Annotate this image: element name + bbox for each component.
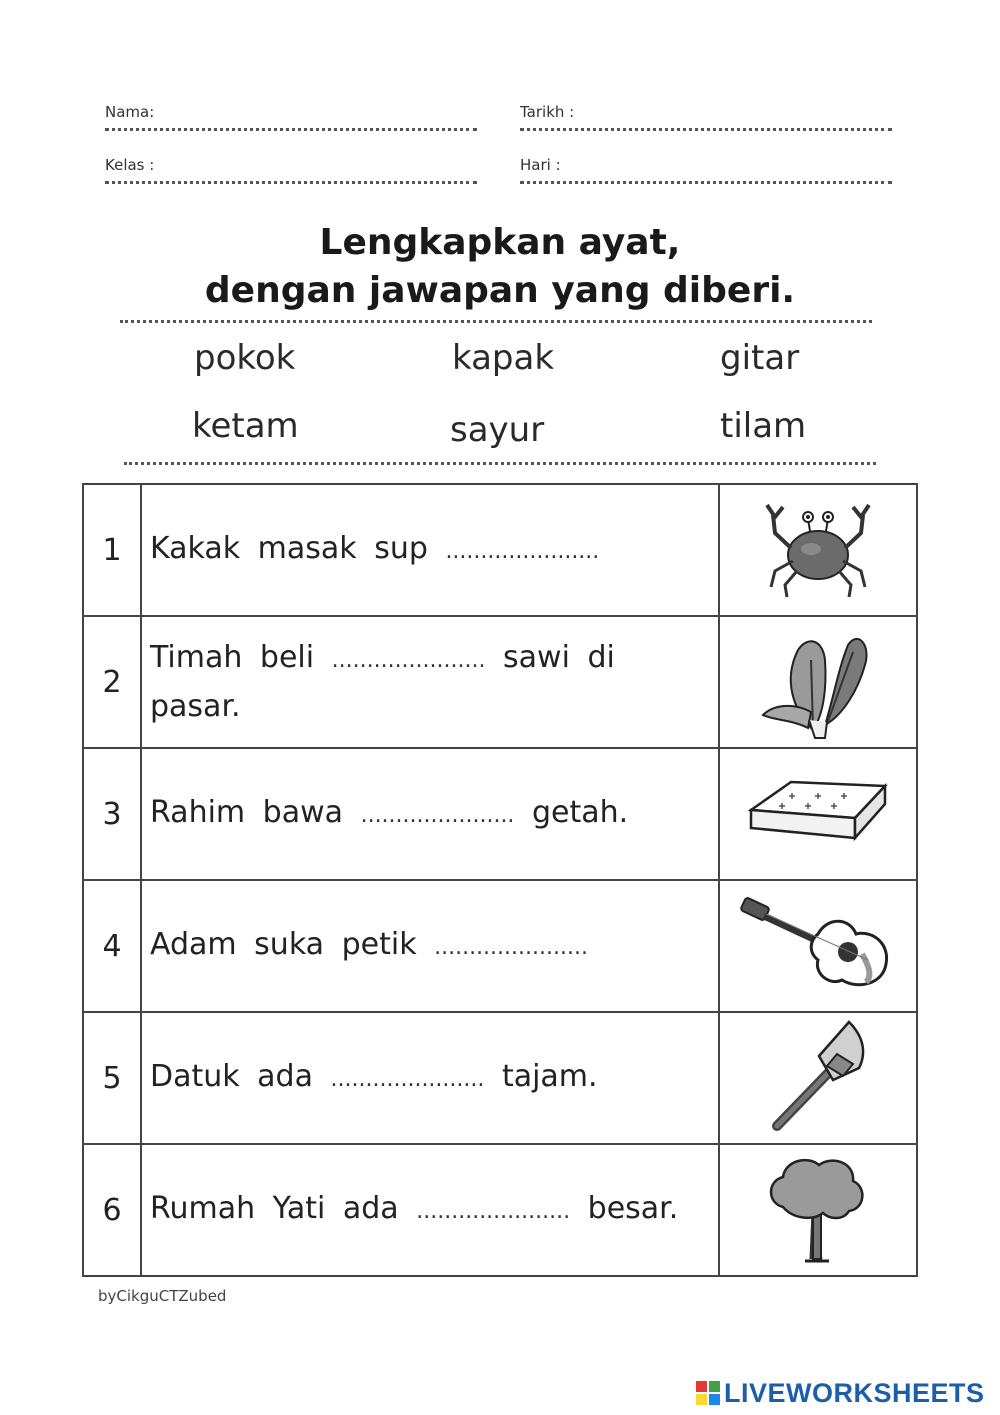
question-sentence <box>141 616 719 748</box>
logo-square <box>709 1394 720 1405</box>
sentence-before: Rahim bawa <box>150 794 344 830</box>
liveworksheets-logo[interactable] <box>696 1379 985 1407</box>
word-bank-item[interactable]: sayur <box>450 410 545 450</box>
sentence-before: Timah beli <box>150 639 315 675</box>
question-row <box>83 616 917 748</box>
name-label: Nama: <box>105 103 155 121</box>
answer-blank[interactable]: ...................... <box>331 647 486 673</box>
question-sentence <box>141 1012 719 1144</box>
question-row <box>83 484 917 616</box>
answer-blank[interactable]: ...................... <box>445 538 600 564</box>
sentence-before: Rumah Yati ada <box>150 1190 399 1226</box>
word-bank-item[interactable]: ketam <box>192 406 299 446</box>
picture-cell <box>719 1012 917 1144</box>
class-label: Kelas : <box>105 156 155 174</box>
logo-grid-icon <box>696 1381 720 1405</box>
answer-blank[interactable]: ...................... <box>416 1198 571 1224</box>
instruction-title-line2: dengan jawapan yang diberi. <box>204 270 796 311</box>
question-sentence <box>141 748 719 880</box>
name-input-line[interactable] <box>105 128 477 131</box>
crab-icon <box>753 493 883 603</box>
day-label: Hari : <box>520 156 561 174</box>
question-sentence <box>141 484 719 616</box>
logo-square <box>696 1394 707 1405</box>
question-row <box>83 1144 917 1276</box>
logo-square <box>696 1381 707 1392</box>
sentence-before: Datuk ada <box>150 1058 313 1094</box>
date-label: Tarikh : <box>520 103 575 121</box>
picture-cell <box>719 484 917 616</box>
mattress-icon <box>743 772 893 852</box>
word-bank-item[interactable]: kapak <box>452 338 555 378</box>
question-row <box>83 748 917 880</box>
answer-blank[interactable]: ...................... <box>434 934 588 960</box>
question-number: 4 <box>83 880 141 1012</box>
brand-name: LIVEWORKSHEETS <box>724 1377 985 1408</box>
picture-cell <box>719 1144 917 1276</box>
instruction-title-line1: Lengkapkan ayat, <box>319 222 681 263</box>
vegetable-icon <box>753 620 883 740</box>
question-number: 5 <box>83 1012 141 1144</box>
word-bank-item[interactable]: gitar <box>720 338 800 378</box>
picture-cell <box>719 616 917 748</box>
date-input-line[interactable] <box>520 128 892 131</box>
question-table <box>82 483 918 1277</box>
sentence-after: sawi di pasar. <box>150 639 615 724</box>
word-bank-item[interactable]: tilam <box>720 406 807 446</box>
day-input-line[interactable] <box>520 181 892 184</box>
word-bank-item[interactable]: pokok <box>194 338 296 378</box>
axe-icon <box>763 1016 873 1136</box>
sentence-after: tajam. <box>501 1058 598 1094</box>
picture-cell <box>719 880 917 1012</box>
question-number: 2 <box>83 616 141 748</box>
sentence-after: getah. <box>531 794 629 830</box>
credit-text: byCikguCTZubed <box>98 1287 227 1305</box>
question-number: 6 <box>83 1144 141 1276</box>
sentence-before: Adam suka petik <box>150 926 417 962</box>
question-row <box>83 1012 917 1144</box>
guitar-icon <box>738 894 898 994</box>
word-bank-top-divider <box>120 320 872 323</box>
sentence-before: Kakak masak sup <box>150 530 428 566</box>
class-input-line[interactable] <box>105 181 477 184</box>
answer-blank[interactable]: ...................... <box>360 802 515 828</box>
question-number: 1 <box>83 484 141 616</box>
question-row <box>83 880 917 1012</box>
picture-cell <box>719 748 917 880</box>
question-number: 3 <box>83 748 141 880</box>
sentence-after: besar. <box>587 1190 679 1226</box>
tree-icon <box>763 1151 873 1266</box>
question-sentence <box>141 880 719 1012</box>
word-bank-bottom-divider <box>124 462 876 465</box>
logo-square <box>709 1381 720 1392</box>
answer-blank[interactable]: ...................... <box>330 1066 485 1092</box>
question-sentence <box>141 1144 719 1276</box>
